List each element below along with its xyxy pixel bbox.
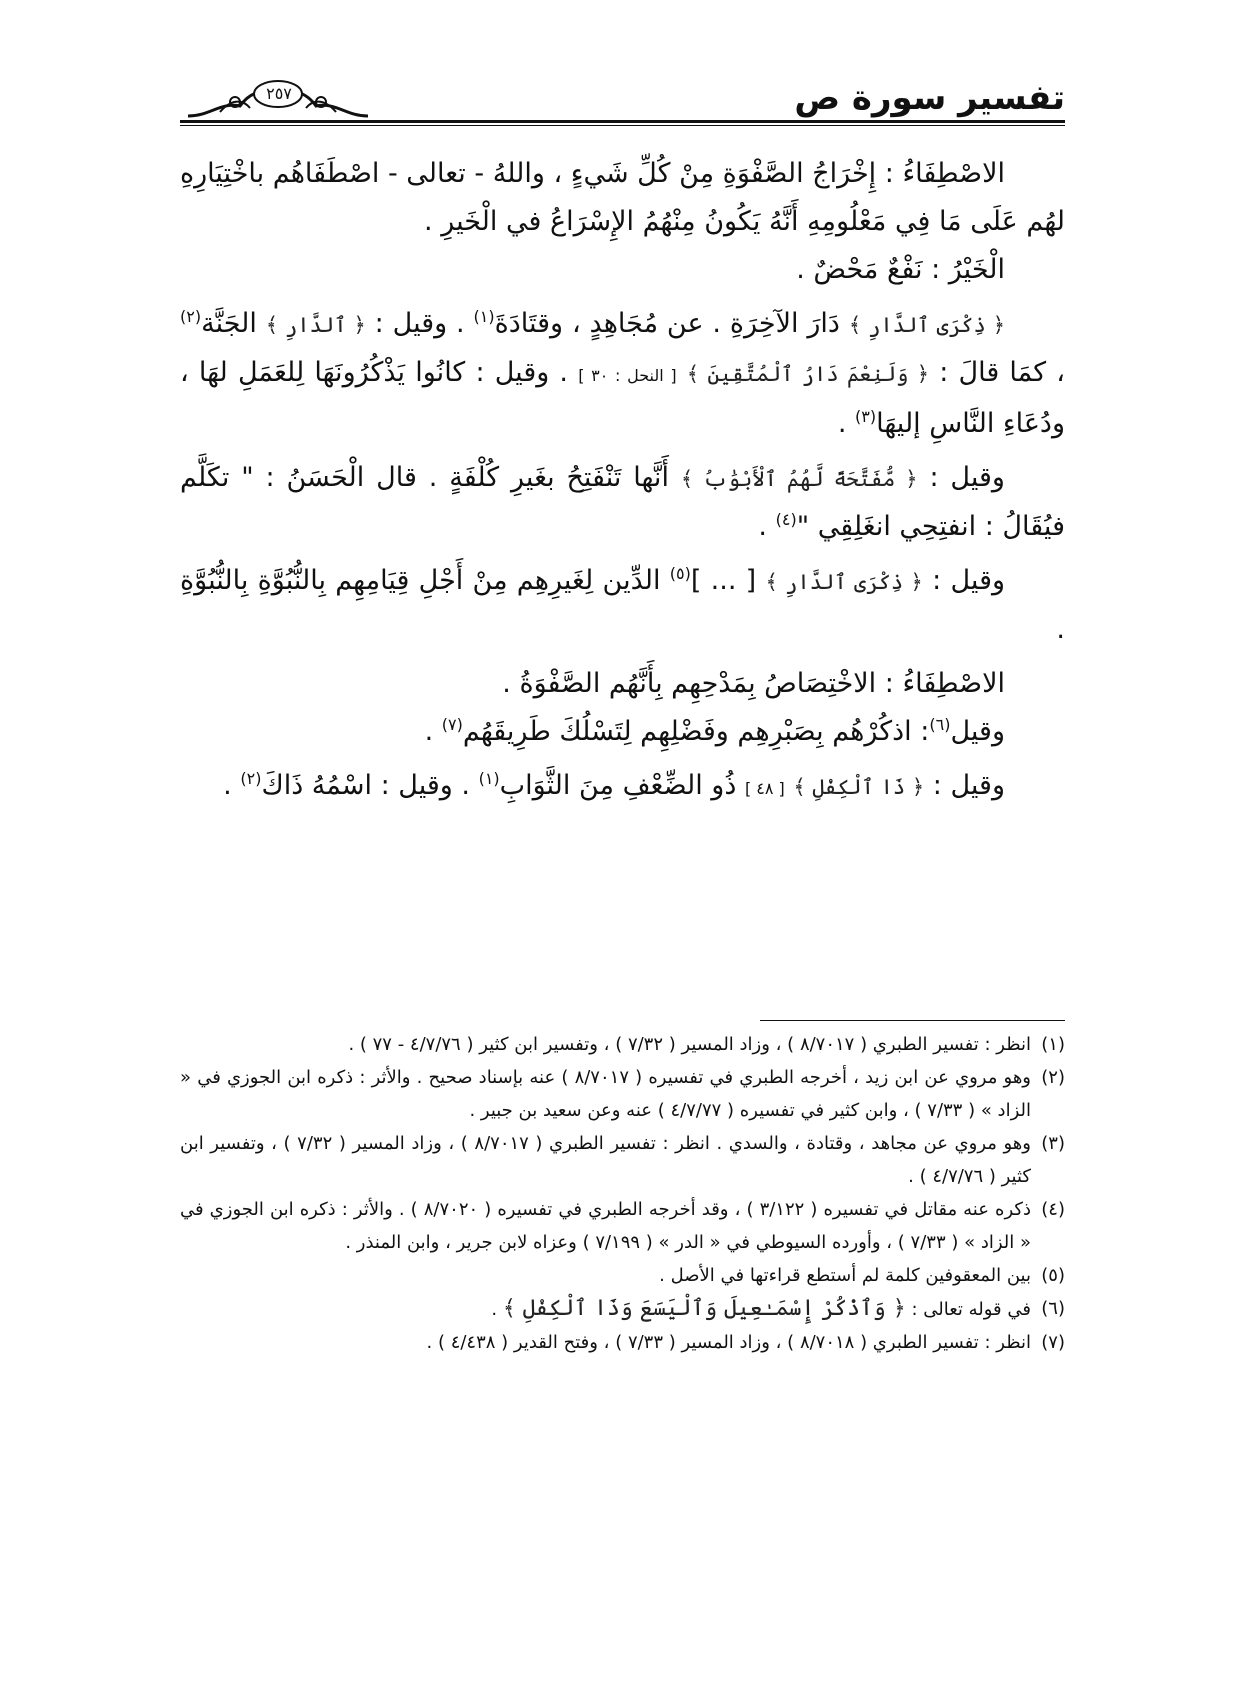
footnote-text <box>180 1292 1031 1326</box>
text-run: أَنَّها تَنْفَتِحُ بغَيرِ كُلْفَةٍ . قال الْحَسَنُ : " تكَلَّم فيُقَالُ : انفتِحِي انغَلِقِي " <box>180 462 1065 542</box>
quran-quote: ﴿ ذِكْرَى ٱلدَّارِ ﴾ <box>765 570 923 594</box>
paragraph-4 <box>180 454 1065 551</box>
text-run: . وقيل : <box>374 308 465 339</box>
text-run: . <box>491 1299 498 1320</box>
text-run: . <box>424 716 434 747</box>
footnote-ref: (٧) <box>441 715 463 734</box>
text-run: وقيل : <box>929 462 1005 493</box>
footnote-number: (٧) <box>1041 1332 1065 1353</box>
text-run: . <box>837 408 847 439</box>
text-run: وقيل : <box>932 770 1005 801</box>
footnote-number: (٦) <box>1041 1298 1065 1319</box>
footnote-ref: (١) <box>478 769 500 788</box>
text-run: . <box>758 511 767 542</box>
text-run: الدِّين لِغَيرِهِم مِنْ أَجْلِ قِيَامِهِم بِالنُّبُوَّةِ بِالنُّبُوَّةِ . <box>180 565 1065 645</box>
header-title: تفسير سورة ص <box>794 78 1065 118</box>
text-run: وقيل <box>950 716 1005 747</box>
footnote-ref: (٥) <box>669 564 691 583</box>
footnote-text: ذكره عنه مقاتل في تفسيره ( ٣/١٢٢ ) ، وقد أخرجه الطبري في تفسيره ( ٨/٧٠٢٠ ) . والأثر : ذكره ابن الجوزي في « الزاد » ( ٧/٣٣ ) ، وأورده السيوطي في « الدر » ( ٧/١٩٩ ) وعزاه لابن جرير ، وابن المنذر . <box>180 1199 1031 1253</box>
footnote-number: (١) <box>1041 1034 1065 1055</box>
footnote <box>180 1326 1065 1359</box>
paragraph-2: الْخَيْرُ : نَفْعٌ مَحْضٌ . <box>796 254 1005 285</box>
footnote <box>180 1259 1065 1292</box>
footnote-text: وهو مروي عن مجاهد ، وقتادة ، والسدي . انظر : تفسير الطبري ( ٨/٧٠١٧ ) ، وزاد المسير ( ٧/٣٢ ) ، وتفسير ابن كثير ( ٤/٧/٧٦ ) . <box>180 1133 1031 1187</box>
quran-quote: ﴿ مُّفَتَّحَةً لَّهُمُ ٱلْأَبْوَٰبُ ﴾ <box>680 467 918 491</box>
page-number-ornament <box>180 72 375 124</box>
footnote <box>180 1061 1065 1127</box>
text-run: وقيل : <box>932 565 1006 596</box>
text-run: الجَنَّة <box>201 308 257 339</box>
footnote-text: انظر : تفسير الطبري ( ٨/٧٠١٨ ) ، وزاد المسير ( ٧/٣٣ ) ، وفتح القدير ( ٤/٤٣٨ ) . <box>426 1332 1031 1353</box>
paragraph-6: الاصْطِفَاءُ : الاخْتِصَاصُ بِمَدْحِهِم بِأَنَّهُم الصَّفْوَةُ . <box>502 668 1005 699</box>
paragraph-8 <box>180 762 1065 813</box>
footnote-ref: (٢) <box>180 307 202 326</box>
footnote <box>180 1292 1065 1326</box>
page-number: ٢٥٧ <box>266 84 292 103</box>
quran-quote: ﴿ وَٱذْكُرْ إِسْمَـٰعِيلَ وَٱلْيَسَعَ وَذَا ٱلْكِفْلِ ﴾ <box>502 1296 906 1321</box>
footnote-ref: (٤) <box>775 510 797 529</box>
text-run: دَارَ الآخِرَةِ . عن مُجَاهِدٍ ، وقتَادَةَ <box>494 308 840 339</box>
footnote-text: وهو مروي عن ابن زيد ، أخرجه الطبري في تفسيره ( ٨/٧٠١٧ ) عنه بإسناد صحيح . والأثر : ذكره ابن الجوزي في « الزاد » ( ٧/٣٣ ) ، وابن كثير في تفسيره ( ٤/٧/٧٧ ) عنه وعن سعيد بن جبير . <box>180 1067 1032 1121</box>
quran-quote: ﴿ ذِكْرَى ٱلدَّارِ ﴾ <box>848 313 1006 337</box>
footnote-separator <box>760 1020 1065 1021</box>
footnote <box>180 1127 1065 1193</box>
footnote-number: (٤) <box>1041 1199 1065 1220</box>
footnote-ref: (٢) <box>240 769 262 788</box>
footnote <box>180 1028 1065 1061</box>
text-run: في قوله تعالى : <box>911 1299 1031 1320</box>
footnote-text: انظر : تفسير الطبري ( ٨/٧٠١٧ ) ، وزاد المسير ( ٧/٣٢ ) ، وتفسير ابن كثير ( ٤/٧/٧٦ - ٧٧ ) . <box>348 1034 1031 1055</box>
text-run: ، كمَا قالَ : <box>939 357 1066 388</box>
main-text <box>180 150 1065 813</box>
footnote-number: (٢) <box>1041 1067 1065 1088</box>
verse-reference: [ النحل : ٣٠ ] <box>578 366 677 385</box>
footnote-number: (٣) <box>1041 1133 1065 1154</box>
footnotes <box>180 1028 1065 1359</box>
text-run: [ ... ] <box>690 565 757 596</box>
footnote-text: بين المعقوفين كلمة لم أستطع قراءتها في الأصل . <box>659 1265 1031 1286</box>
paragraph-7 <box>180 708 1065 756</box>
paragraph-3 <box>180 300 1065 448</box>
page-header <box>180 72 1065 128</box>
paragraph-5 <box>180 557 1065 654</box>
quran-quote: ﴿ ذَا ٱلْكِفْلِ ﴾ <box>793 775 925 799</box>
text-run: . وقيل : اسْمُهُ ذَاكَ <box>261 770 470 801</box>
text-run: . وقيل : كانُوا يَذْكُرُونَهَا لِلعَمَلِ لهَا ، ودُعَاءِ النَّاسِ إليهَا <box>180 357 1065 439</box>
paragraph-1: الاصْطِفَاءُ : إِخْرَاجُ الصَّفْوَةِ مِنْ كُلِّ شَيءٍ ، واللهُ - تعالى - اصْطَفَاهُم باخْتِيَارِهِ لهُم عَلَى مَا فِي مَعْلُومِهِ أَنَّهُ يَكُونُ مِنْهُمُ الإِسْرَاعُ في الْخَيرِ . <box>180 158 1065 237</box>
text-run: . <box>223 770 232 801</box>
footnote <box>180 1193 1065 1259</box>
footnote-number: (٥) <box>1041 1265 1065 1286</box>
verse-reference: [ ٤٨ ] <box>744 779 785 798</box>
text-run: : اذكُرْهُم بِصَبْرِهِم وفَضْلِهِم لِتَسْلُكَ طَرِيقَهُم <box>462 716 930 747</box>
quran-quote: ﴿ وَلَنِعْمَ دَارُ ٱلْمُتَّقِينَ ﴾ <box>686 362 930 386</box>
text-run: ذُو الضِّعْفِ مِنَ الثَّوَابِ <box>499 770 737 801</box>
footnote-ref: (٦) <box>929 715 951 734</box>
footnote-ref: (٣) <box>855 407 877 426</box>
quran-quote: ﴿ ٱلدَّارِ ﴾ <box>265 313 366 337</box>
footnote-ref: (١) <box>473 307 495 326</box>
